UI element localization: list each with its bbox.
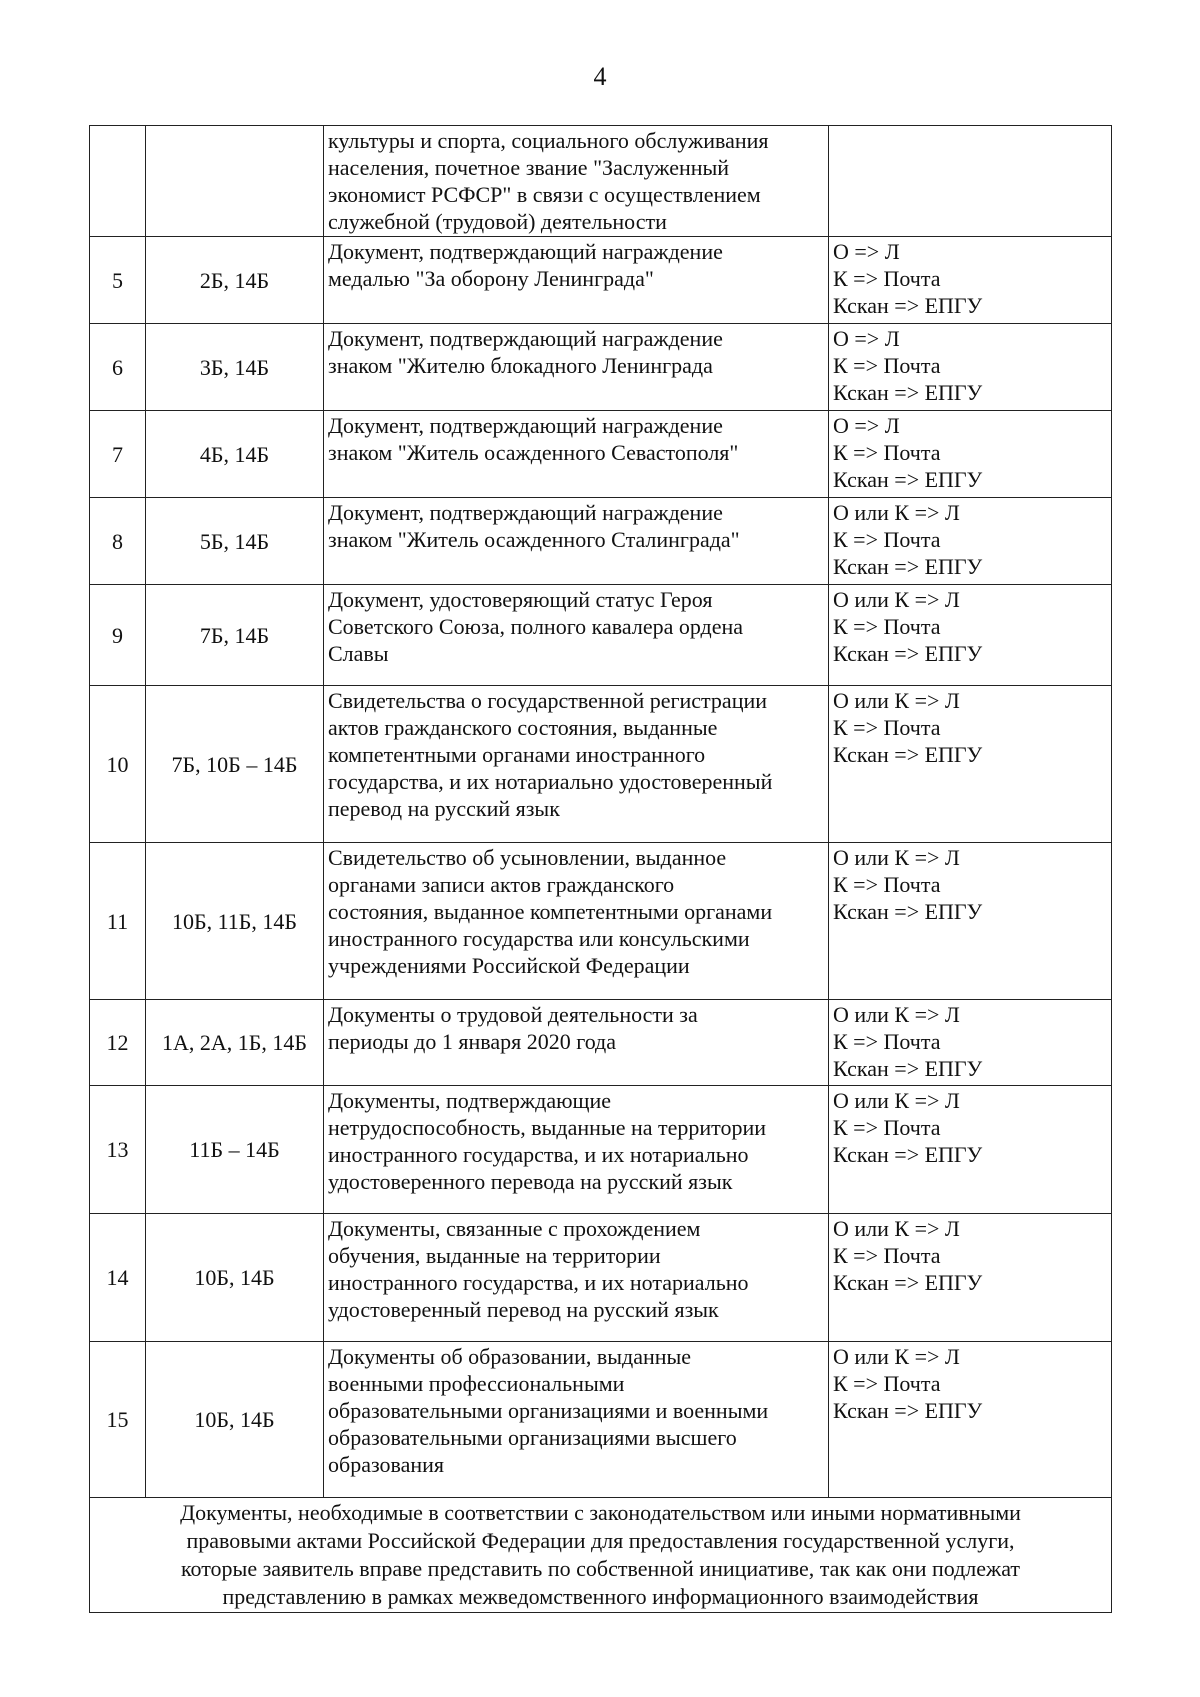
description-line: периоды до 1 января 2020 года xyxy=(328,1029,617,1054)
row-codes: 5Б, 14Б xyxy=(146,498,324,585)
method-line: Кскан => ЕПГУ xyxy=(833,641,983,666)
row-submission-method xyxy=(829,1086,1112,1214)
method-line: Кскан => ЕПГУ xyxy=(833,467,983,492)
row-description xyxy=(324,1086,829,1214)
table-row xyxy=(90,1214,1112,1342)
row-number: 14 xyxy=(90,1214,146,1342)
description-line: образовательными организациями высшего xyxy=(328,1425,737,1450)
method-line: О или К => Л xyxy=(833,1002,960,1027)
description-line: культуры и спорта, социального обслуживания xyxy=(328,128,769,153)
row-codes: 10Б, 14Б xyxy=(146,1342,324,1498)
description-line: населения, почетное звание "Заслуженный xyxy=(328,155,730,180)
description-line: Документ, подтверждающий награждение xyxy=(328,500,723,525)
method-line: К => Почта xyxy=(833,872,941,897)
method-line: О => Л xyxy=(833,326,900,351)
row-codes: 2Б, 14Б xyxy=(146,237,324,324)
table-row xyxy=(90,843,1112,1000)
row-submission-method xyxy=(829,126,1112,237)
method-line: Кскан => ЕПГУ xyxy=(833,1398,983,1423)
description-line: актов гражданского состояния, выданные xyxy=(328,715,718,740)
description-line: экономист РСФСР" в связи с осуществлением xyxy=(328,182,761,207)
row-submission-method xyxy=(829,1000,1112,1086)
row-description xyxy=(324,498,829,585)
description-line: иностранного государства или консульскими xyxy=(328,926,750,951)
description-line: служебной (трудовой) деятельности xyxy=(328,209,667,234)
method-line: Кскан => ЕПГУ xyxy=(833,554,983,579)
row-submission-method xyxy=(829,411,1112,498)
description-line: органами записи актов гражданского xyxy=(328,872,675,897)
description-line: военными профессиональными xyxy=(328,1371,625,1396)
row-submission-method xyxy=(829,237,1112,324)
row-description xyxy=(324,585,829,686)
table-row xyxy=(90,411,1112,498)
row-codes: 7Б, 14Б xyxy=(146,585,324,686)
table-row xyxy=(90,1000,1112,1086)
description-line: знаком "Житель осажденного Севастополя" xyxy=(328,440,739,465)
table-row xyxy=(90,1342,1112,1498)
row-submission-method xyxy=(829,498,1112,585)
row-number: 12 xyxy=(90,1000,146,1086)
method-line: О или К => Л xyxy=(833,845,960,870)
row-number: 11 xyxy=(90,843,146,1000)
method-line: К => Почта xyxy=(833,440,941,465)
description-line: состояния, выданное компетентными органами xyxy=(328,899,773,924)
method-line: О или К => Л xyxy=(833,1088,960,1113)
description-line: Документы об образовании, выданные xyxy=(328,1344,692,1369)
description-line: Документ, подтверждающий награждение xyxy=(328,239,723,264)
row-number: 7 xyxy=(90,411,146,498)
footer-line: которые заявитель вправе представить по собственной инициативе, так как они подлежат xyxy=(180,1556,1021,1581)
description-line: образования xyxy=(328,1452,445,1477)
description-line: Документы, связанные с прохождением xyxy=(328,1216,701,1241)
row-description xyxy=(324,411,829,498)
row-submission-method xyxy=(829,1214,1112,1342)
method-line: К => Почта xyxy=(833,1243,941,1268)
method-line: Кскан => ЕПГУ xyxy=(833,899,983,924)
row-codes: 1А, 2А, 1Б, 14Б xyxy=(146,1000,324,1086)
method-line: Кскан => ЕПГУ xyxy=(833,1142,983,1167)
row-description xyxy=(324,843,829,1000)
description-line: Свидетельство об усыновлении, выданное xyxy=(328,845,727,870)
row-submission-method xyxy=(829,1342,1112,1498)
row-description xyxy=(324,324,829,411)
row-submission-method xyxy=(829,324,1112,411)
method-line: Кскан => ЕПГУ xyxy=(833,1270,983,1295)
method-line: Кскан => ЕПГУ xyxy=(833,1056,983,1081)
method-line: О или К => Л xyxy=(833,587,960,612)
method-line: Кскан => ЕПГУ xyxy=(833,380,983,405)
method-line: О или К => Л xyxy=(833,688,960,713)
documents-table-body xyxy=(90,126,1112,1613)
description-line: знаком "Житель осажденного Сталинграда" xyxy=(328,527,740,552)
method-line: К => Почта xyxy=(833,527,941,552)
method-line: Кскан => ЕПГУ xyxy=(833,742,983,767)
method-line: К => Почта xyxy=(833,266,941,291)
description-line: Документы о трудовой деятельности за xyxy=(328,1002,698,1027)
row-number: 10 xyxy=(90,686,146,843)
row-number: 15 xyxy=(90,1342,146,1498)
row-description xyxy=(324,1214,829,1342)
row-number: 6 xyxy=(90,324,146,411)
method-line: О => Л xyxy=(833,239,900,264)
footer-line: представлению в рамках межведомственного информационного взаимодействия xyxy=(222,1584,979,1609)
description-line: компетентными органами иностранного xyxy=(328,742,706,767)
page-number: 4 xyxy=(593,62,607,91)
description-line: Документ, подтверждающий награждение xyxy=(328,326,723,351)
row-number: 9 xyxy=(90,585,146,686)
footer-note xyxy=(90,1498,1112,1613)
footer-line: Документы, необходимые в соответствии с законодательством или иными нормативными xyxy=(180,1500,1021,1525)
table-footer-row xyxy=(90,1498,1112,1613)
description-line: образовательными организациями и военными xyxy=(328,1398,769,1423)
row-description xyxy=(324,1000,829,1086)
row-codes: 10Б, 14Б xyxy=(146,1214,324,1342)
method-line: О или К => Л xyxy=(833,1344,960,1369)
row-description xyxy=(324,237,829,324)
table-row xyxy=(90,585,1112,686)
description-line: Советского Союза, полного кавалера ордена xyxy=(328,614,744,639)
row-codes: 4Б, 14Б xyxy=(146,411,324,498)
row-number xyxy=(90,126,146,237)
method-line: К => Почта xyxy=(833,1371,941,1396)
description-line: медалью "За оборону Ленинграда" xyxy=(328,266,654,291)
description-line: Документ, подтверждающий награждение xyxy=(328,413,723,438)
row-codes: 3Б, 14Б xyxy=(146,324,324,411)
table-row xyxy=(90,498,1112,585)
table-row xyxy=(90,1086,1112,1214)
description-line: Документы, подтверждающие xyxy=(328,1088,611,1113)
row-codes: 10Б, 11Б, 14Б xyxy=(146,843,324,1000)
row-codes: 7Б, 10Б – 14Б xyxy=(146,686,324,843)
description-line: знаком "Жителю блокадного Ленинграда xyxy=(328,353,713,378)
method-line: К => Почта xyxy=(833,715,941,740)
description-line: государства, и их нотариально удостоверенный xyxy=(328,769,773,794)
description-line: нетрудоспособность, выданные на территории xyxy=(328,1115,767,1140)
method-line: К => Почта xyxy=(833,1115,941,1140)
method-line: К => Почта xyxy=(833,1029,941,1054)
row-description xyxy=(324,686,829,843)
description-line: учреждениями Российской Федерации xyxy=(328,953,690,978)
description-line: Свидетельства о государственной регистрации xyxy=(328,688,768,713)
row-number: 13 xyxy=(90,1086,146,1214)
method-line: К => Почта xyxy=(833,353,941,378)
row-codes: 11Б – 14Б xyxy=(146,1086,324,1214)
description-line: Документ, удостоверяющий статус Героя xyxy=(328,587,713,612)
table-row xyxy=(90,324,1112,411)
table-row xyxy=(90,237,1112,324)
row-submission-method xyxy=(829,843,1112,1000)
row-number: 5 xyxy=(90,237,146,324)
description-line: удостоверенного перевода на русский язык xyxy=(328,1169,733,1194)
documents-table xyxy=(89,125,1112,1613)
method-line: Кскан => ЕПГУ xyxy=(833,293,983,318)
method-line: О или К => Л xyxy=(833,500,960,525)
description-line: Славы xyxy=(328,641,389,666)
description-line: иностранного государства, и их нотариально xyxy=(328,1270,749,1295)
description-line: удостоверенный перевод на русский язык xyxy=(328,1297,719,1322)
table-row xyxy=(90,126,1112,237)
description-line: иностранного государства, и их нотариально xyxy=(328,1142,749,1167)
description-line: обучения, выданные на территории xyxy=(328,1243,661,1268)
row-description xyxy=(324,1342,829,1498)
description-line: перевод на русский язык xyxy=(328,796,560,821)
method-line: О или К => Л xyxy=(833,1216,960,1241)
row-description xyxy=(324,126,829,237)
row-submission-method xyxy=(829,585,1112,686)
row-submission-method xyxy=(829,686,1112,843)
table-row xyxy=(90,686,1112,843)
row-codes xyxy=(146,126,324,237)
footer-line: правовыми актами Российской Федерации для предоставления государственной услуги, xyxy=(186,1528,1015,1553)
row-number: 8 xyxy=(90,498,146,585)
method-line: К => Почта xyxy=(833,614,941,639)
method-line: О => Л xyxy=(833,413,900,438)
